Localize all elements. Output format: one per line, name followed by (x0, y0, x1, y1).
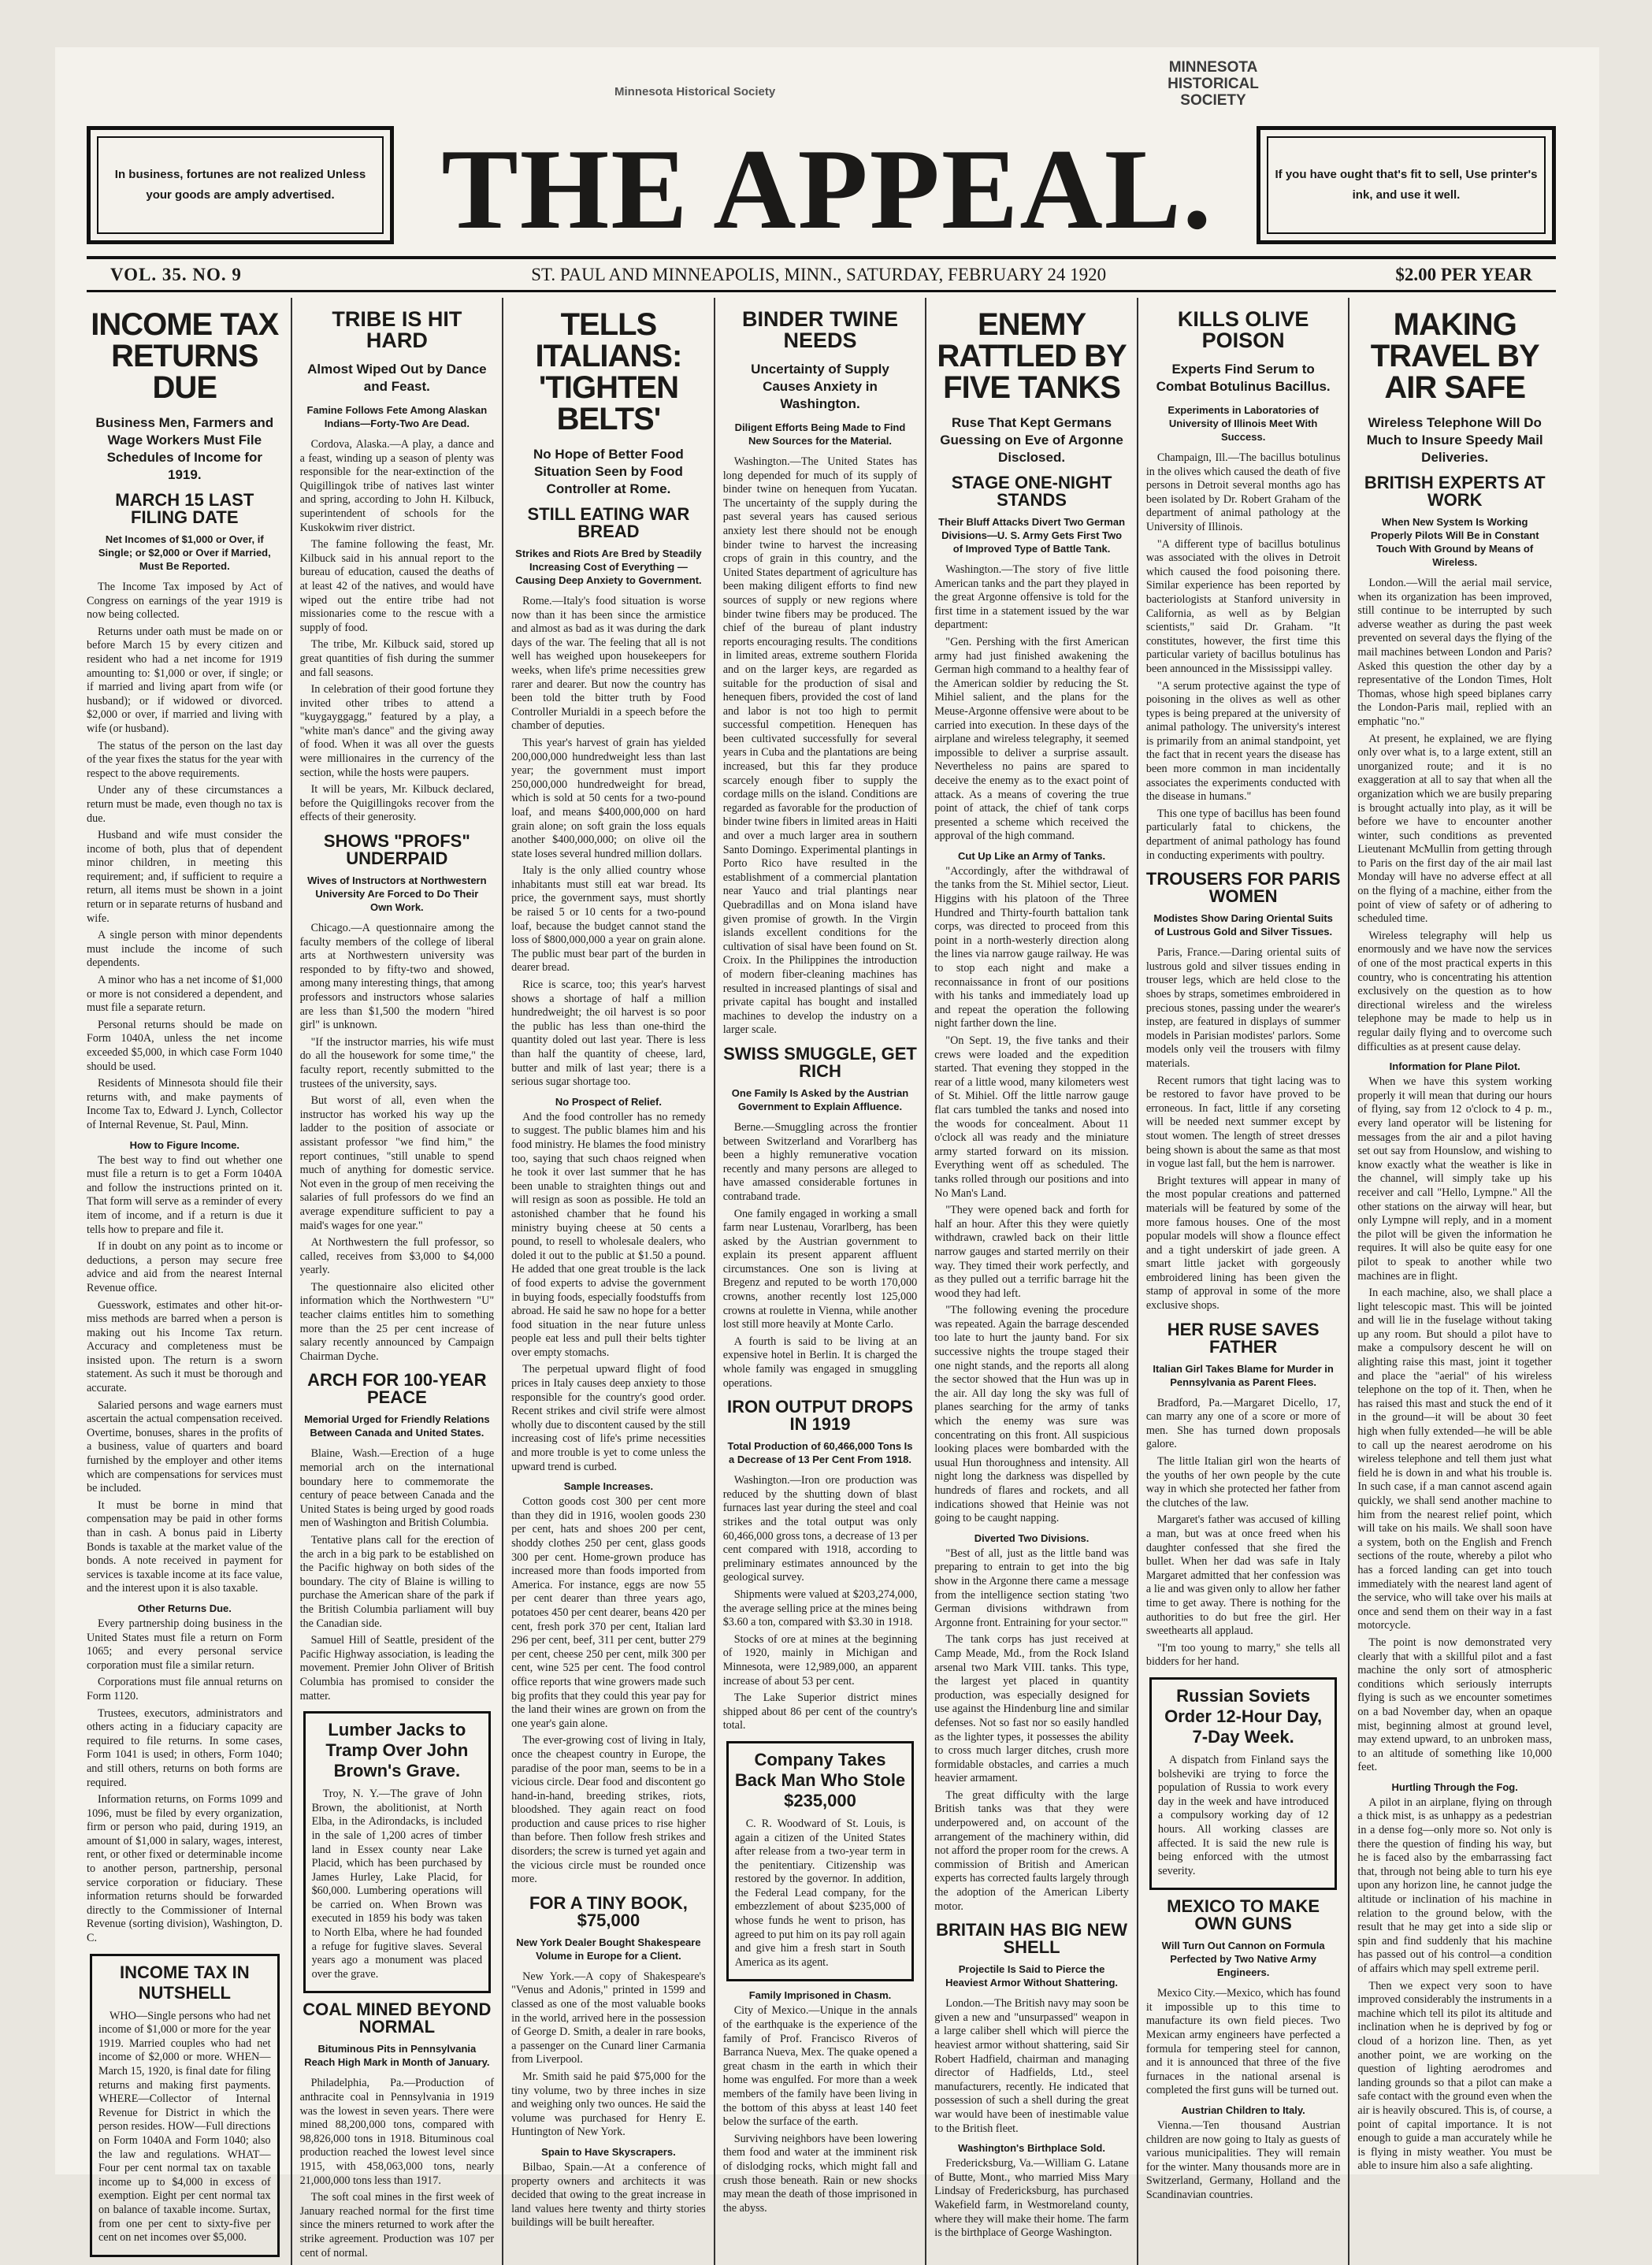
subdeck: Modistes Show Daring Oriental Suits of Lustrous Gold and Silver Tissues. (1153, 912, 1333, 938)
subhead: Cut Up Like an Army of Tanks. (958, 849, 1106, 862)
subhead: Family Imprisoned in Chasm. (748, 1989, 892, 2002)
subhead: Hurtling Through the Fog. (1391, 1780, 1518, 1793)
article-paragraph: Philadelphia, Pa.—Production of anthracite coal in Pennsylvania in 1919 was the lowest in seven years. There were mined 88,200,000 tons, compared with 98,826,000 tons in 1918. Bituminous coal production reached the lowest level since 1915, with 458,063,000 tons, nearly 21,000,000 tons less than 1917. (299, 2077, 495, 2187)
boxed-article-title: INCOME TAX IN NUTSHELL (119, 1962, 250, 2003)
article-paragraph: In each machine, also, we shall place a light telescopic mast. This will be jointed and will lie in the fuselage without taking up any room. But should a pilot have to make a compulsory descent he will on alighting raise this mast, joint it together and place the "aerial" of his wireless telephone on the top of it. Then, when he has raised this mast and stuck the end of it in the ground—it will be about 30 feet high when fully extended—he will be able to call up the nearest aerodrome on his wireless telephone and tell them just what field he is down in and what his trouble is. In such case, if a man cannot ascend again quickly, we shall send another machine to him from the nearest relief point, which will take on his mails. We shall soon have a system, both on the English and French sections of the route, whereby a pilot who has a forced landing can get into touch immediately with the nearest land agent of the service, who will take over his mails at once and send them on their way in a fast motorcycle. (1357, 1287, 1552, 1632)
article-paragraph: But worst of all, even when the instructor has worked his way up the ladder to the position of associate or assistant professor "we find him," the report continues, "still unable to spend much of anything for domestic service. Not even in the group of men receiving the salaries of full professors do we find an average expenditure sufficient to pay a maid's wages for one year." (299, 1094, 495, 1232)
headline: BRITAIN HAS BIG NEW SHELL (936, 1920, 1127, 1958)
article-paragraph: Information returns, on Forms 1099 and 1096, must be filed by every organization, firm or person who paid, during 1919, an amount of $1,000 in salary, wages, interest, rent, or other fixed or determinable income to another person, partnership, personal service corporation or fiduciary. These information returns should be forwarded directly to the Commissioner of Internal Revenue (sorting division), Washington, D. C. (87, 1793, 283, 1945)
headline: SWISS SMUGGLE, GET RICH (723, 1043, 917, 1081)
article-paragraph: Tentative plans call for the erection of the arch in a big park to be established on the Pacific highway on both sides of the boundary. The city of Blaine is willing to purchase the American share of the park if the British Columbia parliament will buy the Canadian side. (299, 1534, 495, 1630)
article-paragraph: Rome.—Italy's food situation is worse now than it has been since the armistice and almost as bad as it was during the dark days of the war. The feeling that all is not well has weighed upon housekeepers for weeks, when life's prime necessities grew rarer and dearer. But now the country has been told the bitter truth by Food Controller Murialdi in a speech before the chamber of deputies. (511, 595, 706, 733)
subdeck: Net Incomes of $1,000 or Over, if Single; or $2,000 or Over if Married, Must Be Reported. (98, 533, 271, 572)
article-paragraph: Bilbao, Spain.—At a conference of property owners and architects it was decided that owing to the great increase in land values here twenty and thirty stories buildings will be built hereafter. (511, 2160, 706, 2230)
article-paragraph: Fredericksburg, Va.—William G. Latane of Butte, Mont., who married Miss Mary Lindsay of Fredericksburg, has purchased Wakefield farm, in Westmoreland county, where they will make their home. The farm is the birthplace of George Washington. (934, 2157, 1129, 2240)
subdeck: Experiments in Laboratories of University of Illinois Meet With Success. (1168, 404, 1319, 443)
headline: MAKING TRAVEL BY AIR SAFE (1370, 307, 1539, 405)
article-paragraph: Corporations must file annual returns on Form 1120. (87, 1676, 283, 1702)
column-5 (925, 298, 1137, 2265)
article-columns (79, 298, 1560, 2259)
subdeck: Total Production of 60,466,000 Tons Is a Decrease of 13 Per Cent From 1918. (727, 1440, 913, 1466)
article-paragraph: "Gen. Pershing with the first American army had just finished awakening the German high command to a healthy fear of the American soldier by reducing the St. Mihiel salient, and the plans for the Meuse-Argonne offensive were about to be carried into execution. In these days of the airplane and wireless telegraphy, it seemed impossible to deliver a surprise assault. Nevertheless no pains are spared to deceive the enemy as to the exact point of attack. As a means of covering the true point of attack, the chief of tank corps presented a scheme which received the approval of the high command. (934, 635, 1129, 843)
article-paragraph: Washington.—The United States has long depended for much of its supply of binder twine on henequen from Yucatan. The uncertainty of the supply during the past several years has caused serious anxiety lest there should not be enough binder twine to harvest the increasing crops of grain in this country, and the United States department of agriculture has been making diligent efforts to find new sources of supply or new regions where binder twine fibers may be produced. The chief of the bureau of plant industry reports encouraging results. The conditions in limited areas, extreme southern Florida and on the larger keys, are regarded as suitable for the production of sisal and henequen fibers, provided the cost of land and labor is not too high to permit successful competition. Henequen has been cultivated successfully for several years in Cuba and the plantations are being increased, but this far they produce scarcely enough fiber to supply the cordage mills on the island. Conditions are regarded as favorable for the production of binder twine fibers in limited areas in Haiti and over a much larger area in southern Santo Domingo. Experimental plantings in Porto Rico have resulted in the establishment of a commercial plantation near Yauco and trial plantings near Quebradillas and on Mona island have given promise of growth. In the Virgin islands excellent conditions for the cultivation of sisal have been found on St. Croix. In the Philippines the introduction of modern fiber-cleaning machines has resulted in increased plantings of sisal and private capital has bought and installed machines to develop the industry on a larger scale. (722, 455, 918, 1037)
article-paragraph: Paris, France.—Daring oriental suits of lustrous gold and silver tissues ending in trouser legs, which are held close to the shoes by straps, sometimes embroidered in precious stones, passing under the wearer's instep, are featured in displays of summer models in Parisian modistes' parlors. Some models only veil the trousers with filmy materials. (1145, 946, 1341, 1070)
article-paragraph: Margaret's father was accused of killing a man, but was at once freed when his daughter confessed that she fired the bullet. When her dad was safe in Italy Margaret admitted that her confession was a lie and was given only to allow her father time to get away. There is nothing for the authorities to do but free the girl. Her sweethearts all applaud. (1145, 1513, 1341, 1638)
article-paragraph: The tribe, Mr. Kilbuck said, stored up great quantities of fish during the summer and fall seasons. (299, 638, 495, 679)
article-paragraph: Italy is the only allied country whose inhabitants must still eat war bread. Its price, the government says, must shortly be raised 5 or 10 cents for a two-pound loaf, because the budget cannot stand the loss of $800,000,000 a year on grain alone. The public must bear part of the burden in dearer bread. (511, 864, 706, 975)
boxed-article (90, 1954, 280, 2257)
headline: SHOWS "PROFS" UNDERPAID (323, 831, 470, 869)
article-paragraph: "On Sept. 19, the five tanks and their crews were loaded and the expedition started. That evening they stopped in the rear of a little wood, many kilometers west of St. Mihiel. Off the little narrow gauge flat cars tumbled the tanks and nosed into the woods for concealment. About 11 o'clock all was ready and the miniature army started forward on its mission. Everything went off as scheduled. The tanks rolled through our positions and into No Man's Land. (934, 1034, 1129, 1200)
article-paragraph: The soft coal mines in the first week of January reached normal for the first time since the miners returned to work after the strike agreement. Production was 107 per cent of normal. (299, 2191, 495, 2259)
left-ear-text: In business, fortunes are not realized Unless your goods are amply advertised. (114, 168, 366, 202)
headline: COAL MINED BEYOND NORMAL (303, 2000, 492, 2037)
article-paragraph: Recent rumors that tight lacing was to be restored to favor have proved to be erroneous. In fact, little if any corseting will be needed next summer except by stout women. The length of street dresses being shown is about the same as that most in vogue last fall, but the hem is narrower. (1145, 1074, 1341, 1171)
article-paragraph: Vienna.—Ten thousand Austrian children are now going to Italy as guests of various municipalities. They will remain for the winter. Many thousands more are in Switzerland, Germany, Holland and the Scandinavian countries. (1145, 2119, 1341, 2201)
deck: Uncertainty of Supply Causes Anxiety in Washington. (751, 362, 889, 411)
subhead: Austrian Children to Italy. (1181, 2104, 1305, 2117)
column-4 (714, 298, 926, 2265)
subdeck: New York Dealer Bought Shakespeare Volume in Europe for a Client. (516, 1936, 701, 1962)
headline: MEXICO TO MAKE OWN GUNS (1167, 1896, 1320, 1934)
article-paragraph: "The following evening the procedure was repeated. Again the barrage descended too late to hurt the jaunty band. For six successive nights the troupe staged their one night stands, and the reports all along the sector showed that the Hun was up in the air. All day long the sky was full of planes searching for the army of tanks which the enemy was sure was concentrating on this front. All suspicious looking places were bombarded with the usual Hun thoroughness and intensity. All night long the darkness was dispelled by hundreds of flares and rockets, and all indications showed that Heinie was not going to be caught napping. (934, 1304, 1129, 1525)
article-paragraph: London.—The British navy may soon be given a new and "unsurpassed" weapon in a large caliber shell which will pierce the heaviest armor without shattering, said Sir Robert Hadfield, chairman and managing director of Hadfields, Ltd., steel manufacturers, recently. He indicated that possession of such a shell during the great war would have been of inestimable value to the British fleet. (934, 1997, 1129, 2135)
article-paragraph: The perpetual upward flight of food prices in Italy causes deep anxiety to those responsible for the country's good order. Recent strikes and civil strife were almost wholly due to discontent caused by the still increasing cost of life's prime necessities and more trouble is yet to come unless the upward trend is curbed. (511, 1363, 706, 1473)
headline: BINDER TWINE NEEDS (741, 307, 898, 352)
column-2 (291, 298, 503, 2265)
article-paragraph: The famine following the feast, Mr. Kilbuck said in his annual report to the bureau of education, caused the deaths of at least 42 of the natives, and would have wiped out the entire tribe had not missionaries come to the rescue with a supply of food. (299, 538, 495, 634)
subdeck: Italian Girl Takes Blame for Murder in Pennsylvania as Parent Flees. (1153, 1362, 1334, 1388)
boxed-article-text: Troy, N. Y.—The grave of John Brown, the abolitionist, at North Elba, in the Adirondacks, is included in the sale of 1,200 acres of timber land in Essex county near Lake Placid, which has been purchased by James Hurley, Lake Placid, for $60,000. Lumbering operations will be carried on. When Brown was executed in 1859 his body was taken to North Elba, where he had founded a refuge for fugitive slaves. Several years ago a monument was placed over the grave. (311, 1788, 483, 1981)
article-paragraph: Bright textures will appear in many of the most popular creations and patterned materials will be featured by some of the more famous houses. One of the most popular models will show a flounce effect and a tight underskirt of jade green. A smart little jacket with gorgeously embroidered lining has been given the stamp of approval in some of the more exclusive shops. (1145, 1174, 1341, 1313)
article-paragraph: The Income Tax imposed by Act of Congress on earnings of the year 1919 is now being collected. (87, 581, 283, 622)
boxed-article-title: Company Takes Back Man Who Stole $235,000 (734, 1749, 906, 1810)
article-paragraph: "They were opened back and forth for half an hour. After this they were quietly withdrawn, crawled back on their little narrow gauges and started merrily on their way. They timed their work perfectly, and as they pulled out a terrific barrage hit the wood they had left. (934, 1204, 1129, 1300)
subhead: Spain to Have Skyscrapers. (541, 2145, 676, 2158)
column-6 (1137, 298, 1349, 2265)
article-paragraph: The ever-growing cost of living in Italy, once the cheapest country in Europe, the paradise of the poor man, seems to be in a vicious circle. Dear food and discontent go hand-in-hand, breeding strikes, riots, bloodshed. They again react on food production and cause prices to rise higher than before. Then follow fresh strikes and disorders; the screw is turned yet again and the vicious circle must be rounded once more. (511, 1734, 706, 1886)
subdeck: Memorial Urged for Friendly Relations Between Canada and United States. (304, 1413, 490, 1439)
subdeck: Wives of Instructors at Northwestern University Are Forced to Do Their Own Work. (307, 874, 487, 914)
article-paragraph: London.—Will the aerial mail service, when its organization has been improved, still continue to be interrupted by such adverse weather as during the past week prevented on several days the flying of the mail machines between London and Paris? Asked this question the other day by a representative of the London Times, Holt Thomas, whose high speed biplanes carry the London-Paris mail, replied with an emphatic "no." (1357, 577, 1552, 728)
article-paragraph: Then we expect very soon to have improved considerably the instruments in a machine which tell its pilot its altitude and inclination when he is deprived by fog or cloud of a horizon line. Then, as yet another point, we are working on the question of lighting aerodromes and landing grounds so that a pilot can make a safe contact with the ground even when the air is heavily obscured. This is, of course, a point of capital importance. It is not enough to guide a man accurately while he is flying in misty weather. You must be able to insure him also a safe alighting. (1357, 1979, 1552, 2173)
article-paragraph: It must be borne in mind that compensation may be paid in other forms than in cash. A bonus paid in Liberty Bonds is taxable at the market value of the bonds. A note received in payment for services is taxable income at its face value, and the interest upon it is also taxable. (87, 1498, 283, 1595)
article-paragraph: "Best of all, just as the little band was preparing to entrain to get into the big show in the Argonne there came a message from the intelligence section stating 'two German divisions withdrawn from Argonne front. Entraining for your sector.'" (934, 1547, 1129, 1629)
article-paragraph: Personal returns should be made on Form 1040A, unless the net income exceeded $5,000, in which case Form 1040 should be used. (87, 1018, 283, 1073)
dateline-bar (87, 256, 1556, 292)
deck: No Hope of Better Food Situation Seen by Food Controller at Rome. (533, 447, 684, 496)
article-paragraph: Blaine, Wash.—Erection of a huge memorial arch on the international boundary here to commemorate the century of peace between Canada and the United States is being urged by good roads men of Washington and British Columbia. (299, 1447, 495, 1530)
headline: MARCH 15 LAST FILING DATE (115, 490, 254, 527)
article-paragraph: Berne.—Smuggling across the frontier between Switzerland and Vorarlberg has been a highly remunerative vocation recently and many persons are alleged to have amassed considerable fortunes in contraband trade. (722, 1120, 918, 1203)
article-paragraph: The best way to find out whether one must file a return is to get a Form 1040A and follow the instructions printed on it. That form will serve as a reminder of every item of income, and if a return is due it tells how to prepare and file it. (87, 1153, 283, 1236)
masthead-title: THE APPEAL. (441, 125, 1213, 253)
subdeck: Projectile Is Said to Pierce the Heaviest Armor Without Shattering. (945, 1963, 1119, 1989)
article-paragraph: The Lake Superior district mines shipped about 86 per cent of the country's total. (722, 1691, 918, 1732)
article-paragraph: Cordova, Alaska.—A play, a dance and a feast, winding up a season of plenty was responsible for the near-extinction of the Quigillingok tribe of natives last winter and spring, according to John H. Kilbuck, superintendent of schools for the Kuskokwim river district. (299, 438, 495, 534)
boxed-article-text: WHO—Single persons who had net income of $1,000 or more for the year 1919. Married couples who had net income of $2,000 or more. WHEN—March 15, 1920, is final date for filing returns and making first payments. WHERE—Collector of Internal Revenue for District in which the person resides. HOW—Full directions on Form 1040A and Form 1040; also the law and regulations. WHAT—Four per cent normal tax on taxable income up to $4,000 in excess of exemption. Eight per cent normal tax on balance of taxable income. Surtax, from one per cent to sixty-five per cent on net incomes over $5,000. (98, 2009, 271, 2245)
article-paragraph: "A serum protective against the type of poisoning in the olives as well as other types is being prepared at the university of animal pathology. The university's interest is primarily from an animal standpoint, yet the fact that in recent years the disease has been more common in man incidentally associates the experiments conducted with the disease in humans." (1145, 679, 1341, 804)
headline: FOR A TINY BOOK, $75,000 (529, 1892, 688, 1930)
article-paragraph: The great difficulty with the large British tanks was that they were underpowered and, on account of the arrangement of the machinery within, did not afford the proper room for the crews. A commission of British and American experts has corrected faults largely through the adoption of the American Liberty motor. (934, 1788, 1129, 1913)
left-ear-box (87, 126, 394, 244)
article-paragraph: Samuel Hill of Seattle, president of the Pacific Highway association, is leading the movement. Premier John Oliver of British Columbia has promised to consider the matter. (299, 1634, 495, 1702)
subhead: Sample Increases. (563, 1480, 654, 1493)
headline: ENEMY RATTLED BY FIVE TANKS (937, 307, 1127, 405)
article-paragraph: This one type of bacillus has been found particularly fatal to chickens, the department of animal pathology has found in conducting experiments with poultry. (1145, 807, 1341, 862)
article-paragraph: Salaried persons and wage earners must ascertain the actual compensation received. Overtime, bonuses, shares in the profits of a business, value of quarters and board furnished by the employer and other items which are compensations for services must be included. (87, 1398, 283, 1495)
subdeck: Bituminous Pits in Pennsylvania Reach High Mark in Month of January. (304, 2043, 490, 2069)
headline: ARCH FOR 100-YEAR PEACE (307, 1370, 487, 1408)
column-3 (502, 298, 714, 2265)
article-paragraph: A minor who has a net income of $1,000 or more is not considered a dependent, and must file a separate return. (87, 974, 283, 1015)
subdeck: One Family Is Asked by the Austrian Government to Explain Affluence. (731, 1086, 909, 1112)
article-paragraph: Rice is scarce, too; this year's harvest shows a shortage of half a million hundredweight; the oil harvest is so poor the public has less than one-third the quantity doled out last year. There is less than half the quantity of cheese, lard, butter and milk of last year; there is a serious sugar shortage too. (511, 978, 706, 1089)
boxed-article-text: C. R. Woodward of St. Louis, is again a citizen of the United States after release from a two-year term in the penitentiary. Citizenship was restored by the governor. In addition, the Federal Lead company, for the embezzlement of about $235,000 of whose funds he went to prison, has agreed to put him on its pay roll again and give him a fresh start in South America as its agent. (734, 1817, 906, 1969)
deck: Experts Find Serum to Combat Botulinus Bacillus. (1156, 362, 1331, 394)
column-1 (79, 298, 291, 2265)
article-paragraph: Under any of these circumstances a return must be made, even though no tax is due. (87, 784, 283, 825)
article-paragraph: Wireless telegraphy will help us enormously and we have now the services of one of the most practical experts in this country, who is concentrating his attention exclusively on the question as to how directional wireless and the wireless telephone may be made to help us in regular daily flying and to overcome such difficulties as at present cause delay. (1357, 929, 1552, 1053)
article-paragraph: Bradford, Pa.—Margaret Dicello, 17, can marry any one of a score or more of men. She has turned down proposals galore. (1145, 1396, 1341, 1451)
subhead: Information for Plane Pilot. (1389, 1060, 1520, 1073)
headline: TRIBE IS HIT HARD (332, 307, 462, 352)
article-paragraph: If in doubt on any point as to income or deductions, a person may secure free advice and aid from the nearest Internal Revenue office. (87, 1240, 283, 1294)
article-paragraph: This year's harvest of grain has yielded 200,000,000 hundredweight less than last year; the government must import 250,000,000 hundredweight for bread, which is sold at 50 cents for a two-pound loaf, and means $400,000,000 on hard grain alone; on soft grain the loss equals another $400,000,000; on olive oil the state loses several hundred million dollars. (511, 736, 706, 860)
article-paragraph: At present, he explained, we are flying only over what is, to a large extent, still an unorganized route; and it is no exaggeration at all to say that when all the organization which we are busily preparing is brought actually into play, as it will be before we have to encounter another winter, such conditions as prevented Lieutenant McMullin from getting through to Paris on the first day of the air mail last Monday will have no adverse effect at all on the flying of a machine, either from the point of view of safety or of adhering to scheduled time. (1357, 732, 1552, 926)
subhead: How to Figure Income. (129, 1138, 239, 1151)
article-paragraph: Washington.—Iron ore production was reduced by the shutting down of blast furnaces last year during the steel and coal strikes and the total output was only 60,466,000 gross tons, a decrease of 13 per cent compared with 1918, according to preliminary estimates announced by the geological survey. (722, 1474, 918, 1584)
boxed-article (303, 1711, 492, 1993)
headline: TELLS ITALIANS: 'TIGHTEN BELTS' (535, 307, 682, 436)
volume-number: VOL. 35. NO. 9 (110, 264, 242, 284)
headline: BRITISH EXPERTS AT WORK (1364, 473, 1546, 510)
article-paragraph: The little Italian girl won the hearts of the youths of her own people by the cute way in which she protected her father from the clutches of the law. (1145, 1455, 1341, 1509)
subhead: Other Returns Due. (137, 1602, 232, 1614)
article-paragraph: "Accordingly, after the withdrawal of the tanks from the St. Mihiel sector, Lieut. Higgins with his platoon of the Three Hundred and Thirty-fourth battalion tank corps, was directed to proceed from this point in a north-westerly direction along the lines via narrow gauge railway. He was to stop each night and make a reconnaissance in front of our positions with his tanks and immediately load up and repeat the operation the following night farther down the line. (934, 864, 1129, 1030)
article-paragraph: Trustees, executors, administrators and others acting in a fiduciary capacity are required to file returns. In some cases, Form 1041 is used; in others, Form 1040; and still others, returns on both forms are required. (87, 1706, 283, 1789)
article-paragraph: Mexico City.—Mexico, which has found it impossible up to this time to manufacture its own field pieces. Two Mexican army engineers have perfected a formula for tempering steel for cannon, and it is announced that three of the five furnaces in the national arsenal is completed the first guns will be turned out. (1145, 1987, 1341, 2097)
article-paragraph: Surviving neighbors have been lowering them food and water at the imminent risk of dislodging rocks, which might fall and crush those beneath. Rain or new shocks may mean the death of those imprisoned in the abyss. (722, 2132, 918, 2215)
deck: Business Men, Farmers and Wage Workers Must File Schedules of Income for 1919. (95, 415, 274, 482)
article-paragraph: Every partnership doing business in the United States must file a return on Form 1065; and every personal service corporation must file a similar return. (87, 1617, 283, 1672)
subhead: Washington's Birthplace Sold. (958, 2142, 1105, 2155)
subdeck: When New System Is Working Properly Pilots Will Be in Constant Touch With Ground by Means of Wireless. (1370, 516, 1539, 568)
article-paragraph: Guesswork, estimates and other hit-or-miss methods are barred when a person is making out his Income Tax return. Accuracy and completeness must be insisted upon. The return is a sworn statement. As such it must be thorough and accurate. (87, 1298, 283, 1395)
article-paragraph: Chicago.—A questionnaire among the faculty members of the college of liberal arts at Northwestern university was responded to by fifty-two and showed, among many interesting things, that among professors and instructors whose salaries are less than $1,500 the modern "hired girl" is unknown. (299, 922, 495, 1032)
article-paragraph: City of Mexico.—Unique in the annals of the earthquake is the experience of the family of Prof. Francisco Riveros of Barranca Nueva, Mex. The quake opened a great chasm in the earth in which their home was engulfed. For more than a week members of the family have been living in the bottom of this abyss at least 140 feet below the surface of the earth. (722, 2004, 918, 2129)
article-paragraph: Shipments were valued at $203,274,000, the average selling price at the mines being $3.60 a ton, compared with $3.30 in 1918. (722, 1587, 918, 1629)
article-paragraph: "A different type of bacillus botulinus was associated with the olives in Detroit which caused the food poisoning there. Similar experience has been reported by bacteriologists at Stanford university in California, as well as by Belgian scientists," said Dr. Graham. "It constitutes, however, the first time this particular variety of bacillus botulinus has been announced in the Mississippi valley. (1145, 537, 1341, 675)
headline: IRON OUTPUT DROPS IN 1919 (727, 1397, 913, 1435)
headline: STAGE ONE-NIGHT STANDS (951, 473, 1112, 510)
headline: INCOME TAX RETURNS DUE (91, 307, 279, 405)
subhead: Diverted Two Divisions. (974, 1532, 1090, 1544)
right-ear-text: If you have ought that's fit to sell, Use printer's ink, and use it well. (1275, 168, 1538, 202)
article-paragraph: The questionnaire also elicited other information which the Northwestern "U" teacher claims entitles him to something more than the 25 per cent increase of salary recently announced by Campaign Chairman Dyche. (299, 1280, 495, 1363)
article-paragraph: Residents of Minnesota should file their returns with, and make payments of Income Tax to, Edward J. Lynch, Collector of Internal Revenue, St. Paul, Minn. (87, 1077, 283, 1131)
article-paragraph: Returns under oath must be made on or before March 15 by every citizen and resident who had a net income for 1919 amounting to: $1,000 or over, if single; or if married and living apart from wife (or husband); or if widowed or divorced. $2,000 or over, if married and living with wife (or husband). (87, 625, 283, 735)
article-paragraph: The point is now demonstrated very clearly that with a skillful pilot and a fast machine the only sort of atmospheric conditions which seriously interrupts flying is such as we encounter sometimes on a bad November day, when an opaque mist, beginning almost at ground level, may extend upward, to an unbroken mass, to an altitude of something like 10,000 feet. (1357, 1636, 1552, 1774)
article-paragraph: New York.—A copy of Shakespeare's "Venus and Adonis," printed in 1599 and classed as one of the most valuable books in the world, arrived here in the possession of George D. Smith, a dealer in rare books, a passenger on the Cunard liner Carmania from Liverpool. (511, 1970, 706, 2066)
library-stamp: Minnesota Historical Society (614, 85, 776, 98)
article-paragraph: "If the instructor marries, his wife must do all the housework for some time," the faculty report, recently submitted to the trustees of the university, says. (299, 1035, 495, 1090)
subdeck: Strikes and Riots Are Bred by Steadily Increasing Cost of Everything —Causing Deep Anxiety to Government. (515, 548, 702, 586)
article-paragraph: One family engaged in working a small farm near Lustenau, Vorarlberg, has been asked by the Austrian government to explain its present apparent affluent circumstances. One son is living at Bregenz and reputed to be worth 170,000 crowns, another recently lost 125,000 crowns at roulette in Vienna, while another lost still more heavily at Monte Carlo. (722, 1207, 918, 1331)
subscription-price: $2.00 PER YEAR (1395, 264, 1532, 284)
subdeck: Famine Follows Fete Among Alaskan Indians—Forty-Two Are Dead. (306, 404, 488, 429)
article-paragraph: When we have this system working properly it will mean that during our hours of flying, say from 12 o'clock to 4 p. m., every land operator will be listening for messages from the air and a pilot having set out say from Hounslow, and wishing to know exactly what the weather is like in the channel, will simply take up his receiver and call "Hello, Lympne." All the other stations on the airway will hear, but only Lympne will reply, and in a moment the pilot will be given the information he requires. It will also be quite easy for one pilot to speak to another while two machines are in flight. (1357, 1075, 1552, 1283)
place-and-date: ST. PAUL AND MINNEAPOLIS, MINN., SATURDAY, FEBRUARY 24 1920 (531, 264, 1107, 284)
subdeck: Their Bluff Attacks Divert Two German Divisions—U. S. Army Gets First Two of Improved Type of Battle Tank. (938, 516, 1126, 555)
article-paragraph: Champaign, Ill.—The bacillus botulinus in the olives which caused the death of five persons in Detroit several months ago has been isolated by Dr. Robert Graham of the department of animal pathology at the University of Illinois. (1145, 451, 1341, 533)
article-paragraph: It will be years, Mr. Kilbuck declared, before the Quigillingoks recover from the effects of their generosity. (299, 783, 495, 824)
right-ear-box (1257, 126, 1556, 244)
headline: STILL EATING WAR BREAD (527, 504, 690, 541)
article-paragraph: A single person with minor dependents must include the income of such dependents. (87, 929, 283, 970)
subdeck: Diligent Efforts Being Made to Find New Sources for the Material. (734, 421, 906, 447)
article-paragraph: Cotton goods cost 300 per cent more than they did in 1916, woolen goods 230 per cent, hats and shoes 200 per cent, shoddy clothes 250 per cent, glass goods 300 per cent. Home-grown produce has increased more than foods imported from America. For instance, eggs are now 55 per cent dearer than three years ago, potatoes 450 per cent dearer, beans 420 per cent, fresh pork 370 per cent, Italian lard 296 per cent, beef, 311 per cent, butter 279 per cent, cheese 250 per cent, milk 300 per cent, wine 525 per cent. The food control office reports that wine growers made such big profits that they could this year pay for the land their wines are grown on from the one year's gain alone. (511, 1495, 706, 1730)
subhead: No Prospect of Relief. (555, 1095, 662, 1108)
article-paragraph: A pilot in an airplane, flying on through a thick mist, is as unhappy as a pedestrian in a dense fog—only more so. Not only is there the question of finding his way, but he is faced also by the embarrassing fact that, through not being able to turn his eye upon any horizon line, he cannot judge the altitude or inclination of his machine in relation to the ground below, with the result that he may get into a side slip or spin and find suddenly that his machine has passed out of his control—a condition of affairs which may spell extreme peril. (1357, 1795, 1552, 1975)
article-paragraph: And the food controller has no remedy to suggest. The public blames him and his food ministry. He blames the food ministry too, saying that such chaos reigned when he took it over last summer that he has been unable to straighten things out and will resign as soon as possible. He told an astonished chamber that he found his ministry buying cheese at 50 cents a pound, to resell to wholesale dealers, who doled it out to the public at $1.50 a pound. He added that one great trouble is the lack of food experts to advise the government in buying foods, especially foodstuffs from abroad. He said he saw no hope for a better food situation in the near future unless people eat less and pull their belts tighter over empty stomachs. (511, 1110, 706, 1359)
article-paragraph: Washington.—The story of five little American tanks and the part they played in the great Argonne offensive is told for the first time in a statement issued by the war department: (934, 563, 1129, 632)
article-paragraph: A fourth is said to be living at an expensive hotel in Berlin. It is charged the whole family was engaged in smuggling operations. (722, 1335, 918, 1390)
headline: KILLS OLIVE POISON (1177, 307, 1309, 352)
column-7 (1348, 298, 1560, 2265)
deck: Almost Wiped Out by Dance and Feast. (307, 362, 487, 394)
article-paragraph: The status of the person on the last day of the year fixes the status for the year with respect to the above requirements. (87, 739, 283, 780)
boxed-article-text: A dispatch from Finland says the bolsheviki are trying to force the population of Russia to work every day in the week and have introduced a compulsory working day of 12 hours. All working classes are affected. It is said the new rule is being enforced with the utmost severity. (1157, 1753, 1329, 1877)
article-paragraph: Stocks of ore at mines at the beginning of 1920, mainly in Michigan and Minnesota, were 12,989,000, an apparent increase of about 53 per cent. (722, 1632, 918, 1688)
article-paragraph: Mr. Smith said he paid $75,000 for the tiny volume, two by three inches in size and weighing only two ounces. He said the volume was purchased for Henry E. Huntington of New York. (511, 2070, 706, 2139)
boxed-article-title: Russian Soviets Order 12-Hour Day, 7-Day Week. (1164, 1685, 1323, 1747)
headline: HER RUSE SAVES FATHER (1167, 1319, 1320, 1357)
article-paragraph: The tank corps has just received at Camp Meade, Md., from the Rock Island arsenal two Mark VIII. tanks. This type, the largest yet placed in quantity production, was especially designed for use against the Hindenburg line and similar defenses. Not so fast nor so easily handled as the lighter types, it possesses the ability to cross much larger ditches, crush more formidable obstacles, and carries a much heavier armament. (934, 1633, 1129, 1785)
article-paragraph: Husband and wife must consider the income of both, plus that of dependent minor children, in meeting this requirement; and, if sufficient to require a return, all items must be shown in a joint return or in separate returns of husband and wife. (87, 829, 283, 925)
boxed-article (1149, 1677, 1338, 1890)
historical-society-stamp: MINNESOTA HISTORICAL SOCIETY (1168, 59, 1259, 109)
boxed-article (726, 1741, 915, 1982)
headline: TROUSERS FOR PARIS WOMEN (1145, 869, 1341, 907)
article-paragraph: At Northwestern the full professor, so called, receives from $3,000 to $4,000 yearly. (299, 1236, 495, 1277)
article-paragraph: In celebration of their good fortune they invited other tribes to attend a "kuygayggagg," featured by a play, a "white man's dance" and the giving away of food. When it was all over the guests were millionaires in the currency of the section, while the hosts were paupers. (299, 683, 495, 779)
article-paragraph: "I'm too young to marry," she tells all bidders for her hand. (1145, 1641, 1341, 1669)
deck: Ruse That Kept Germans Guessing on Eve of Argonne Disclosed. (940, 415, 1123, 465)
boxed-article-title: Lumber Jacks to Tramp Over John Brown's Grave. (325, 1720, 469, 1781)
deck: Wireless Telephone Will Do Much to Insure Speedy Mail Deliveries. (1366, 415, 1543, 465)
subdeck: Will Turn Out Cannon on Formula Perfected by Two Native Army Engineers. (1161, 1940, 1325, 1979)
